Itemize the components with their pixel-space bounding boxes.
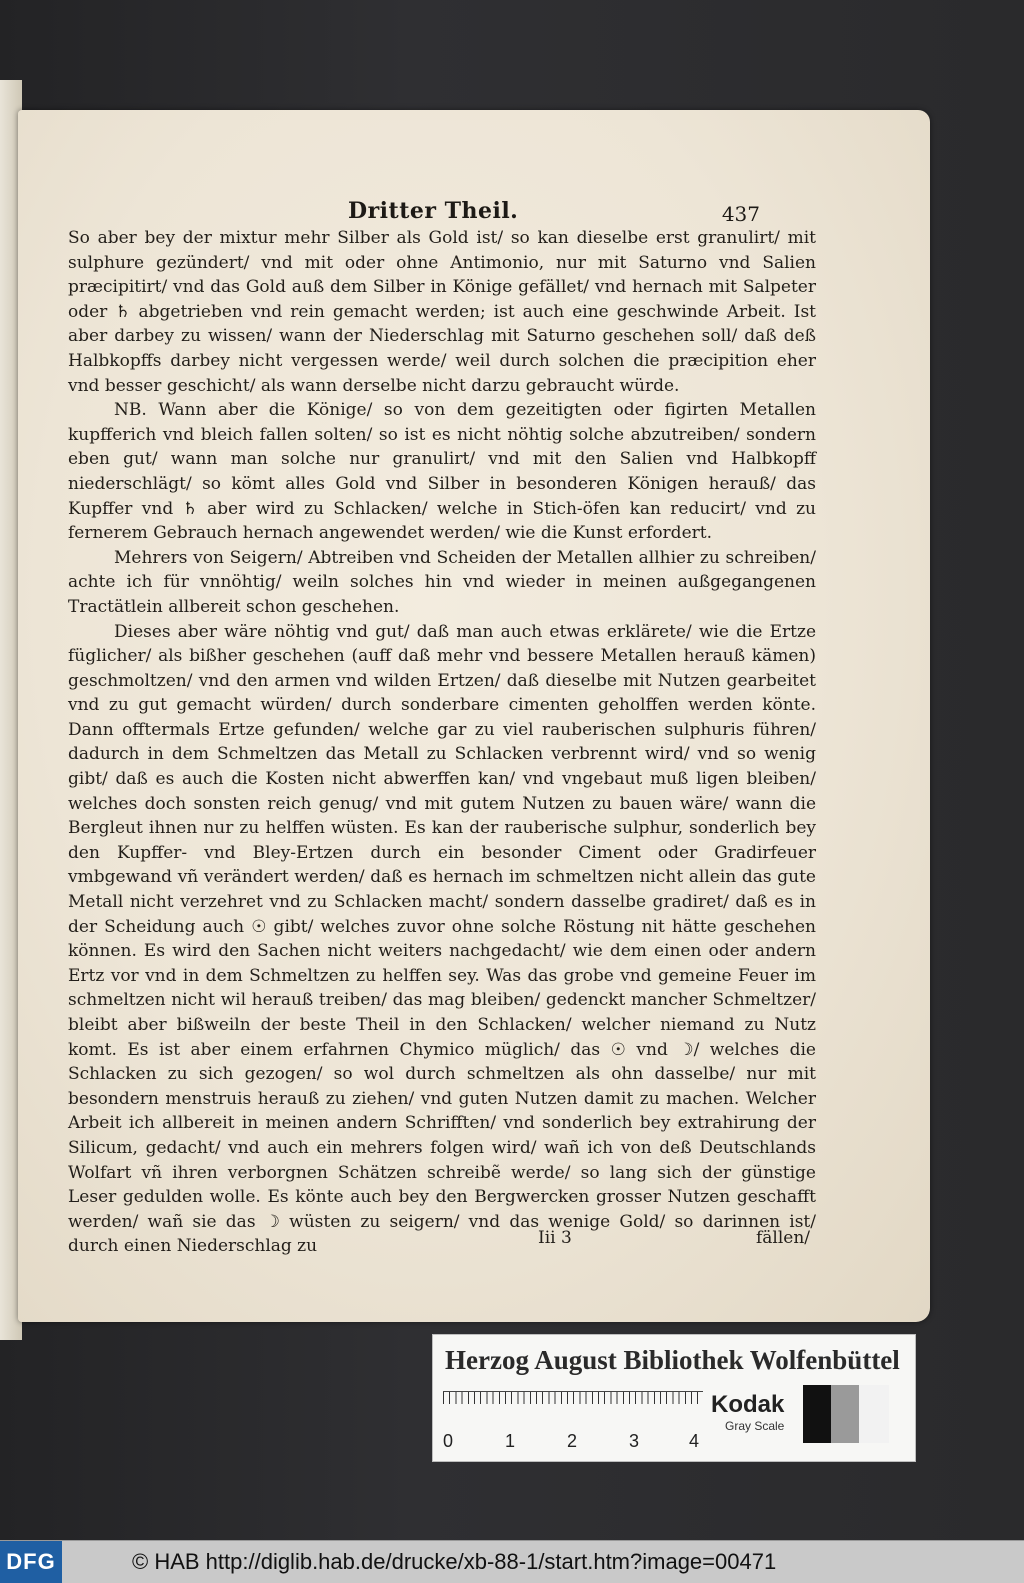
page-number: 437 (721, 202, 760, 226)
ruler-label: 4 (689, 1431, 700, 1451)
ruler-label: 1 (505, 1431, 516, 1451)
ruler (443, 1391, 703, 1422)
gray-scale-label: Gray Scale (725, 1419, 785, 1433)
color-calibration-card (432, 1334, 916, 1462)
copyright-link[interactable]: © HAB http://diglib.hab.de/drucke/xb-88-1/start.htm?image=00471 (132, 1549, 777, 1574)
dfg-logo: DFG (0, 1541, 62, 1583)
gray-patch-white (859, 1385, 889, 1443)
signature-mark: Iii 3 (538, 1228, 572, 1248)
ruler-label: 0 (443, 1431, 454, 1451)
running-head: Dritter Theil. (348, 198, 519, 224)
footer-bar (0, 1540, 1024, 1583)
ruler-label: 3 (629, 1431, 640, 1451)
paragraph: NB. Wann aber die Könige/ so von dem gezeitigten oder figirten Metallen kupfferich vnd bleich fallen solten/ so ist es nicht nöhtig solche abzutreiben/ sondern eben gut/ wann man solche nur granulirt/ vnd mit den Salien vnd Halbkopff niederschlägt/ so kömt alles Gold vnd Silber in besonderen Königen herauß/ das Kupffer vnd ♄ aber wird zu Schlacken/ welche in Stich-öfen kan reducirt/ vnd zu fernerem Gebrauch hernach angewendet werden/ wie die Kunst erfordert. (68, 400, 816, 544)
kodak-logo: Kodak (711, 1391, 785, 1418)
library-name: Herzog August Bibliothek Wolfenbüttel (445, 1345, 900, 1375)
book-page (18, 110, 930, 1322)
paragraph: So aber bey der mixtur mehr Silber als Gold ist/ so kan dieselbe erst granulirt/ mit sulphure gezündert/ vnd mit oder ohne Antimonio, nur mit Saturno vnd Salien præcipitirt/ vnd das Gold auß dem Silber in Könige gefället/ vnd hernach mit Salpeter oder ♄ abgetrieben vnd rein gemacht werden; ist auch eine geschwinde Arbeit. Ist aber darbey zu wissen/ wann der Niederschlag mit Saturno geschehen soll/ daß deß Halbkopffs darbey nicht vergessen werde/ weil durch solchen die præcipition eher vnd besser geschicht/ als wann derselbe nicht darzu gebraucht würde. (68, 228, 816, 396)
gray-patch-black (803, 1385, 831, 1443)
page-foot (68, 1228, 816, 1254)
body-text (68, 226, 816, 1259)
paragraph: Dieses aber wäre nöhtig vnd gut/ daß man auch etwas erklärete/ wie die Ertze füglicher/ als bißher geschehen (auff daß mehr vnd bessere Metallen herauß kämen) geschmoltzen/ vnd den armen vnd wilden Ertzen/ daß dieselbe mit Nutzen gearbeitet vnd zu gut gemacht würden/ durch sonderbare cimenten geholffen werden könte. Dann offtermals Ertze gefunden/ welche gar zu viel rauberischen sulphuris führen/ dadurch in dem Schmeltzen das Metall zu Schlacken verbrennt wird/ vnd so wenig gibt/ daß es auch die Kosten nicht abwerffen kan/ vnd vngebaut muß ligen bleiben/ welches doch sonsten reich genug/ vnd mit gutem Nutzen zu bauen wäre/ wann die Bergleut ihnen nur zu helffen wüsten. Es kan der rauberische sulphur, sonderlich bey den Kupffer- vnd Bley-Ertzen durch ein besonder Ciment oder Gradirfeuer vmbgewand vñ verändert werden/ daß es hernach im schmeltzen nicht allein das gute Metall nicht verzehret vnd zu Schlacken macht/ sondern dasselbe gradiret/ daß es in der Scheidung auch ☉ gibt/ welches zuvor ohne solche Röstung nit hätte geschehen können. Es wird den Sachen nicht weiters nachgedacht/ wie dem einen oder andern Ertz vor vnd in dem Schmeltzen zu helffen sey. Was das grobe vnd gemeine Feuer im schmeltzen nicht wil herauß treiben/ das mag bleiben/ gedenckt mancher Schmeltzer/ bleibt aber bißweiln der beste Theil in den Schlacken/ welcher niemand zu Nutz komt. Es ist aber einem erfahrnen Chymico müglich/ das ☉ vnd ☽/ welches die Schlacken zu sich gezogen/ so wol durch schmeltzen als ohn dasselbe/ nur mit besondern menstruis herauß zu ziehen/ vnd guten Nutzen damit zu machen. Welcher Arbeit ich allbereit in meinen andern Schrifften/ vnd sonderlich bey extrahirung der Silicum, gedacht/ vnd auch ein mehrers folgen wird/ wañ ich von deß Deutschlands Wolfart vñ ihren verborgnen Schätzen schreibẽ werde/ so lang sich der günstige Leser gedulden wolle. Es könte auch bey den Bergwercken grosser Nutzen geschafft werden/ wañ sie das ☽ wüsten zu seigern/ vnd das wenige Gold/ so darinnen ist/ durch einen Niederschlag zu (68, 621, 816, 1257)
gray-patch-mid (831, 1385, 859, 1443)
ruler-label: 2 (567, 1431, 578, 1451)
catchword: fällen/ (755, 1228, 810, 1248)
ruler-labels (443, 1431, 703, 1455)
paragraph: Mehrers von Seigern/ Abtreiben vnd Scheiden der Metallen allhier zu schreiben/ achte ich für vnnöhtig/ weiln solches hin vnd wieder in meinen außgegangenen Tractätlein allbereit schon geschehen. (68, 547, 816, 617)
